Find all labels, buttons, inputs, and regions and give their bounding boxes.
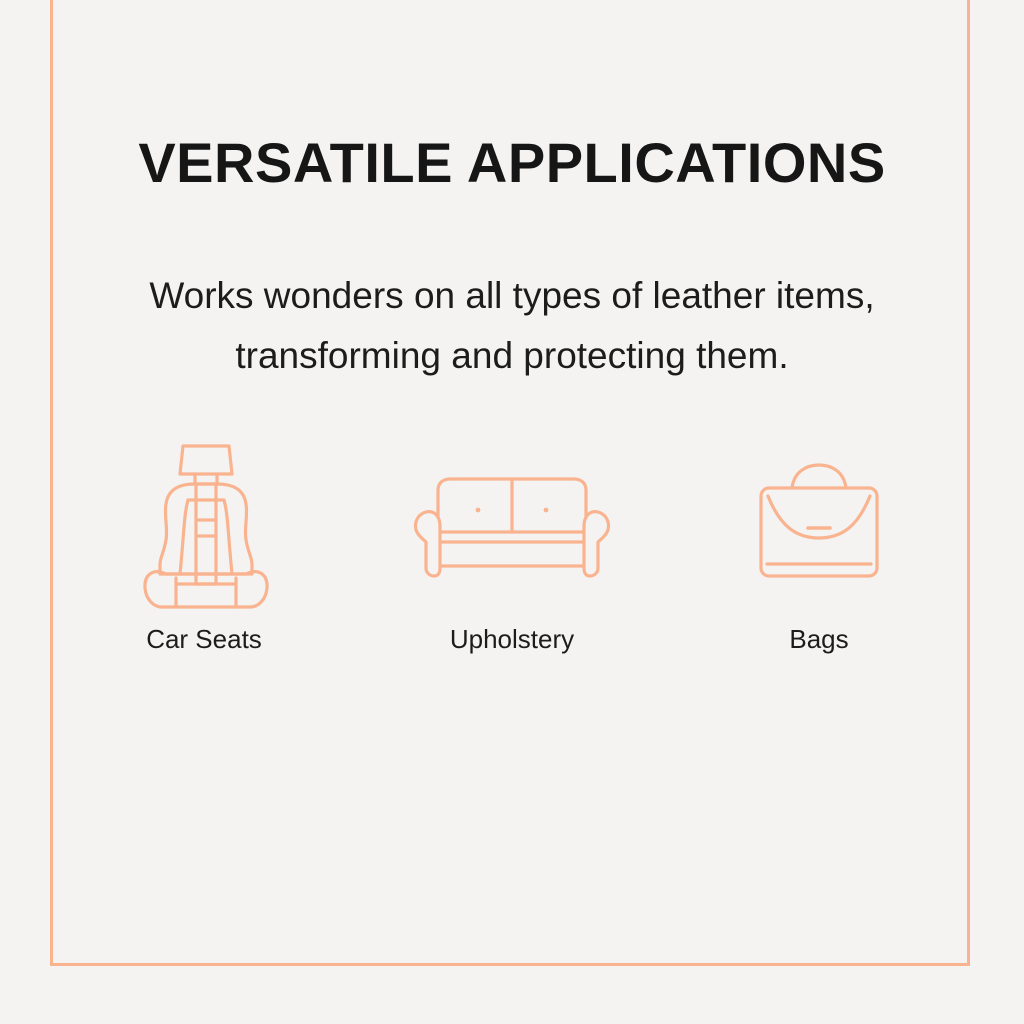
page-title: VERSATILE APPLICATIONS (138, 131, 886, 194)
bag-icon (758, 462, 880, 578)
description-line-2: transforming and protecting them. (235, 335, 789, 376)
description (0, 266, 1024, 386)
label-car-seats: Car Seats (146, 624, 262, 654)
sofa-icon (412, 476, 612, 578)
label-bags: Bags (789, 624, 849, 654)
description-line-1: Works wonders on all types of leather items, (149, 275, 875, 316)
car-seat-icon (140, 444, 270, 612)
label-upholstery: Upholstery (449, 624, 575, 654)
